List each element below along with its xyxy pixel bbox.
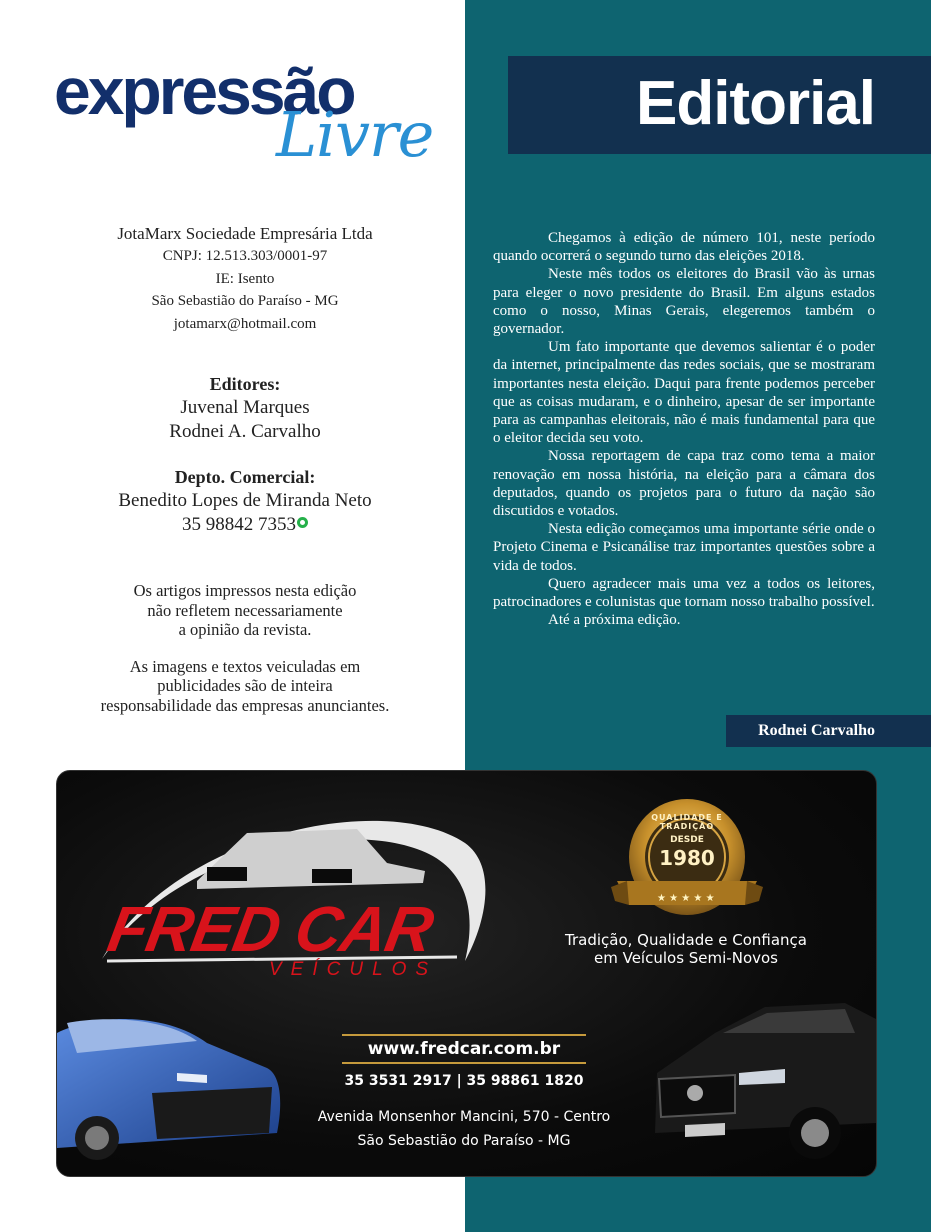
seal-year-text: 1980 (659, 846, 715, 870)
tagline-line: Tradição, Qualidade e Confiança (565, 931, 807, 949)
address-line: São Sebastião do Paraíso - MG (357, 1133, 571, 1149)
disclaimer-line: não refletem necessariamente (147, 600, 343, 620)
disclaimer-line: responsabilidade das empresas anunciantes. (100, 695, 390, 715)
commercial-name: Benedito Lopes de Miranda Neto (118, 490, 372, 511)
black-pickup-image (655, 993, 876, 1163)
editorial-paragraph: Até a próxima edição. (548, 612, 681, 629)
editorial-paragraph: Neste mês todos os eleitores do Brasil vão às urnas para eleger o novo presidente do Brasil. Em alguns estados como o nosso, Minas Gerais, elegeremos também o governador. (493, 266, 875, 338)
editorial-paragraph: Um fato importante que devemos salientar é o poder da internet, principalmente das redes sociais, que se mostraram importantes nesta eleição. Daqui para frente podemos perceber que as coisas mudaram, e o dinheiro, apesar de ser importante para as campanhas eleitorais, não é mais fundamental para que o eleitor decida seu voto. (493, 339, 875, 447)
brand-name: FRED CAR (102, 893, 439, 965)
gold-divider-top (342, 1034, 586, 1036)
quality-seal-badge (607, 783, 767, 933)
company-name: JotaMarx Sociedade Empresária Ltda (117, 224, 373, 243)
editorial-paragraph: Nossa reportagem de capa traz como tema a maior renovação em nossa história, na eleição para a câmara dos deputados, quando os projetos para o futuro da nação são discutidos e votados. (493, 448, 875, 520)
editors-heading: Editores: (209, 374, 281, 394)
fredcar-advertisement[interactable] (56, 770, 877, 1177)
seal-since-text: DESDE (670, 835, 704, 845)
editorial-paragraph: Nesta edição começamos uma importante série onde o Projeto Cinema e Psicanálise traz importantes questões sobre a vida de todos. (493, 521, 875, 574)
disclaimer-paragraph (30, 657, 460, 716)
editor-name: Rodnei A. Carvalho (169, 420, 321, 442)
disclaimer-paragraph (30, 581, 460, 640)
company-info (30, 222, 460, 335)
blue-car-image (57, 1013, 287, 1163)
commercial-heading: Depto. Comercial: (174, 467, 316, 487)
commercial-phone[interactable]: 35 98842 7353 (182, 513, 296, 535)
company-cnpj: CNPJ: 12.513.303/0001-97 (162, 248, 328, 264)
logo-main-text: expressão (54, 54, 354, 128)
seal-arc-text: QUALIDADE E TRADIÇÃO (651, 813, 723, 831)
signature-name: Rodnei Carvalho (758, 722, 875, 739)
magazine-logo (54, 54, 444, 188)
commercial-phone-row (30, 513, 460, 537)
address-line: Avenida Monsenhor Mancini, 570 - Centro (317, 1109, 611, 1125)
disclaimer-line: Os artigos impressos nesta edição (133, 581, 357, 600)
editorial-paragraph: Quero agradecer mais uma vez a todos os leitores, patrocinadores e colunistas que tornam nosso trabalho possível. (493, 575, 875, 611)
editors-section (30, 372, 460, 443)
tagline-line: em Veículos Semi-Novos (594, 949, 778, 967)
editorial-body (493, 229, 875, 629)
editorial-header (508, 56, 931, 154)
ad-address (287, 1105, 641, 1153)
signature-box (726, 715, 931, 747)
company-city: São Sebastião do Paraíso - MG (151, 293, 339, 309)
disclaimer-line: publicidades são de inteira (157, 676, 333, 695)
company-ie: IE: Isento (215, 270, 275, 287)
disclaimer-line: As imagens e textos veiculadas em (129, 656, 361, 676)
editorial-title: Editorial (635, 69, 875, 138)
commercial-section (30, 465, 460, 536)
disclaimer-line: a opinião da revista. (178, 620, 312, 639)
svg-text:★ ★ ★ ★ ★: ★ ★ ★ ★ ★ (657, 893, 715, 904)
ad-tagline (527, 931, 845, 967)
editor-name: Juvenal Marques (180, 397, 310, 418)
ad-phones[interactable]: 35 3531 2917 | 35 98861 1820 (344, 1073, 584, 1089)
gold-divider-bottom (342, 1062, 586, 1064)
company-email[interactable]: jotamarx@hotmail.com (173, 315, 317, 332)
whatsapp-icon (297, 517, 308, 528)
editorial-paragraph: Chegamos à edição de número 101, neste período quando ocorrerá o segundo turno das eleições 2018. (493, 230, 875, 265)
brand-subtitle: VEÍCULOS (269, 959, 438, 980)
ad-website[interactable]: www.fredcar.com.br (367, 1039, 561, 1059)
logo-sub-text: Livre (276, 98, 434, 171)
disclaimer (30, 581, 460, 732)
